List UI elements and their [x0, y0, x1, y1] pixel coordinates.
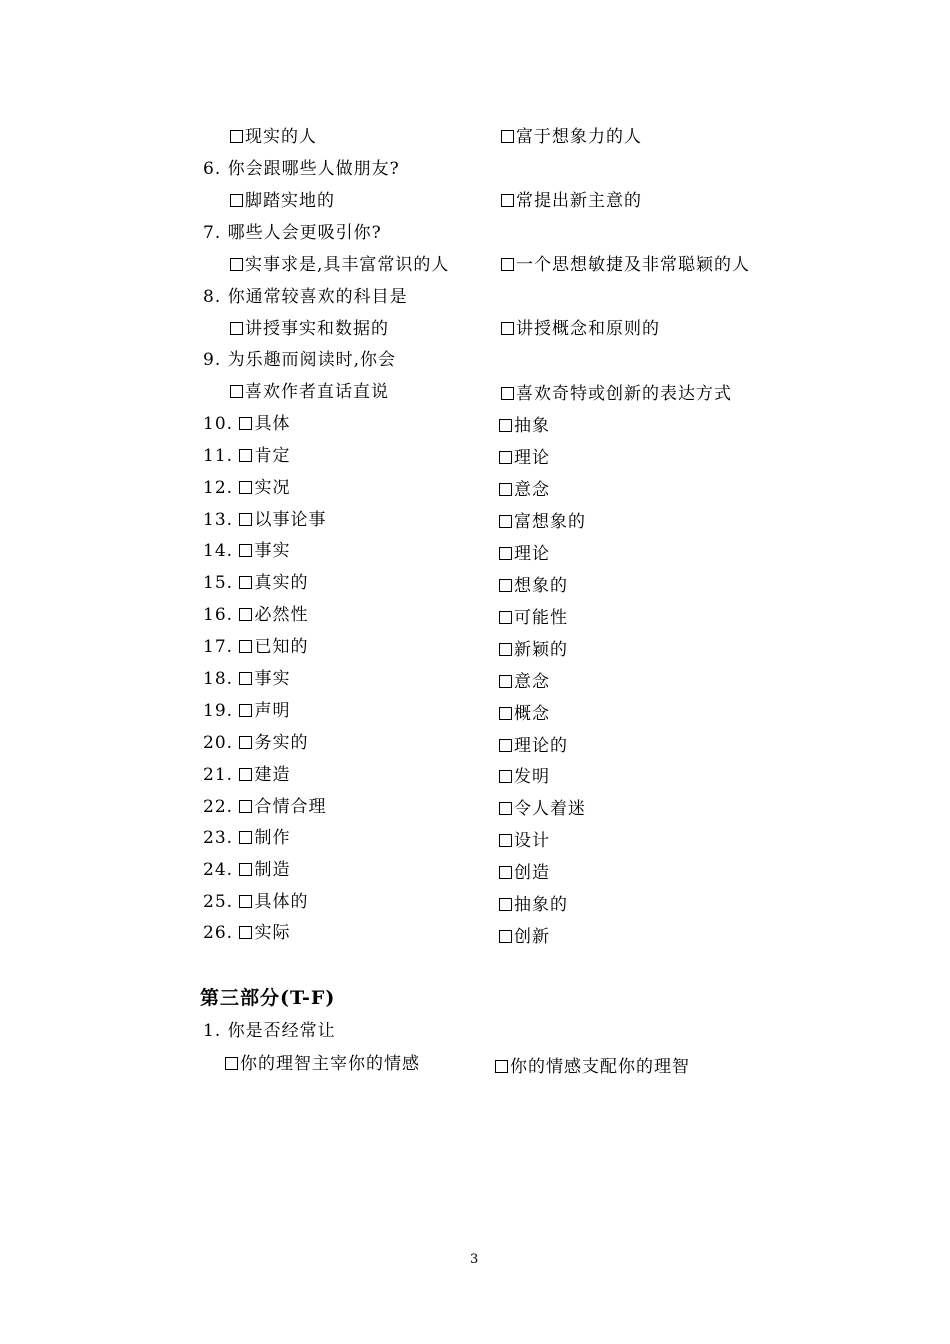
question-number: 11. [203, 446, 234, 466]
checkbox-icon[interactable] [499, 611, 512, 624]
option-left-q9[interactable] [230, 382, 389, 402]
option-text: 想象的 [514, 576, 568, 596]
section-heading: 第三部分(T-F) [200, 987, 336, 1009]
option-text: 建造 [254, 765, 291, 785]
option-text: 肯定 [254, 446, 291, 466]
question-6: 6. 你会跟哪些人做朋友? [203, 159, 400, 179]
option-left-q6[interactable] [230, 191, 335, 211]
option-right-24[interactable] [499, 863, 550, 883]
checkbox-icon[interactable] [239, 800, 252, 813]
question-number: 13. [203, 510, 234, 530]
checkbox-icon[interactable] [499, 675, 512, 688]
option-left[interactable] [239, 510, 326, 530]
question-number: 24. [203, 860, 234, 880]
option-text: 讲授事实和数据的 [245, 319, 389, 339]
option-text: 一个思想敏捷及非常聪颖的人 [516, 255, 750, 275]
checkbox-icon[interactable] [501, 194, 514, 207]
question-number: 10. [203, 414, 234, 434]
option-text: 实况 [254, 478, 291, 498]
checkbox-icon[interactable] [239, 544, 252, 557]
option-text: 意念 [514, 672, 550, 692]
option-text: 抽象 [514, 416, 550, 436]
pair-row-14 [203, 541, 290, 561]
pair-row-15 [203, 573, 308, 593]
checkbox-icon[interactable] [499, 579, 512, 592]
checkbox-icon[interactable] [239, 640, 252, 653]
checkbox-icon[interactable] [239, 926, 252, 939]
option-text: 以事论事 [254, 510, 327, 530]
option-text: 实事求是,具丰富常识的人 [245, 255, 450, 275]
option-left[interactable] [239, 414, 290, 434]
option-left[interactable] [239, 701, 290, 721]
option-left[interactable] [239, 765, 290, 785]
option-right-18[interactable] [499, 672, 550, 692]
option-left[interactable] [239, 478, 290, 498]
option-left[interactable] [239, 797, 326, 817]
checkbox-icon[interactable] [499, 451, 512, 464]
pair-row-23 [203, 828, 290, 848]
option-text: 制造 [254, 860, 291, 880]
option-right-23[interactable] [499, 831, 550, 851]
checkbox-icon[interactable] [230, 385, 243, 398]
option-right-17[interactable] [499, 640, 568, 660]
option-text: 你的情感支配你的理智 [510, 1057, 690, 1077]
option-left[interactable] [239, 446, 290, 466]
checkbox-icon[interactable] [495, 1060, 508, 1073]
option-text: 已知的 [254, 637, 309, 657]
checkbox-icon[interactable] [499, 898, 512, 911]
checkbox-icon[interactable] [239, 736, 252, 749]
pair-row-20 [203, 733, 308, 753]
option-text: 常提出新主意的 [516, 191, 642, 211]
question-number: 12. [203, 478, 234, 498]
option-right-20[interactable] [499, 736, 568, 756]
option-right-q7[interactable] [501, 255, 750, 275]
option-text: 可能性 [514, 608, 568, 628]
option-left[interactable] [239, 860, 290, 880]
option-left-q8[interactable] [230, 319, 389, 339]
question-number: 16. [203, 605, 234, 625]
option-right-q9[interactable] [501, 384, 732, 404]
option-text: 制作 [254, 828, 291, 848]
checkbox-icon[interactable] [499, 739, 512, 752]
checkbox-icon[interactable] [225, 1057, 238, 1070]
option-text: 理论 [514, 544, 550, 564]
option-text: 脚踏实地的 [245, 191, 335, 211]
checkbox-icon[interactable] [239, 768, 252, 781]
option-text: 务实的 [254, 733, 309, 753]
option-left[interactable] [239, 573, 308, 593]
pair-row-21 [203, 765, 290, 785]
question-number: 15. [203, 573, 234, 593]
checkbox-icon[interactable] [239, 576, 252, 589]
option-right-q6[interactable] [501, 191, 642, 211]
option-right-13[interactable] [499, 512, 586, 532]
checkbox-icon[interactable] [501, 387, 514, 400]
checkbox-icon[interactable] [501, 322, 514, 335]
pair-row-16 [203, 605, 308, 625]
option-text: 抽象的 [514, 895, 568, 915]
option-right-q8[interactable] [501, 319, 660, 339]
page-number: 3 [470, 1252, 479, 1267]
option-text: 真实的 [254, 573, 309, 593]
checkbox-icon[interactable] [499, 547, 512, 560]
option-text: 具体 [254, 414, 291, 434]
option-text: 富想象的 [514, 512, 586, 532]
option-text: 富于想象力的人 [516, 127, 642, 147]
question-number: 18. [203, 669, 234, 689]
checkbox-icon[interactable] [239, 672, 252, 685]
option-left[interactable] [239, 892, 308, 912]
option-text: 意念 [514, 480, 550, 500]
option-left-t1[interactable] [225, 1054, 420, 1074]
checkbox-icon[interactable] [230, 130, 243, 143]
checkbox-icon[interactable] [239, 481, 252, 494]
option-left[interactable] [239, 923, 290, 943]
option-left[interactable] [239, 637, 308, 657]
option-left[interactable] [239, 733, 308, 753]
pair-row-18 [203, 669, 290, 689]
checkbox-icon[interactable] [230, 194, 243, 207]
checkbox-icon[interactable] [239, 449, 252, 462]
option-right-q5[interactable] [501, 127, 642, 147]
option-right-22[interactable] [499, 799, 586, 819]
option-text: 实际 [254, 923, 291, 943]
pair-row-24 [203, 860, 290, 880]
option-text: 事实 [254, 541, 291, 561]
question-7: 7. 哪些人会更吸引你? [203, 223, 382, 243]
option-right-11[interactable] [499, 448, 550, 468]
question-number: 23. [203, 828, 234, 848]
option-right-10[interactable] [499, 416, 550, 436]
question-number: 17. [203, 637, 234, 657]
pair-row-13 [203, 510, 326, 530]
option-text: 概念 [514, 704, 550, 724]
pair-row-22 [203, 797, 326, 817]
checkbox-icon[interactable] [239, 863, 252, 876]
option-left-q7[interactable] [230, 255, 449, 275]
checkbox-icon[interactable] [499, 707, 512, 720]
question-8: 8. 你通常较喜欢的科目是 [203, 287, 408, 307]
checkbox-icon[interactable] [499, 483, 512, 496]
pair-row-17 [203, 637, 308, 657]
option-text: 合情合理 [254, 797, 327, 817]
checkbox-icon[interactable] [239, 831, 252, 844]
question-number: 19. [203, 701, 234, 721]
option-left[interactable] [239, 605, 308, 625]
option-right-t1[interactable] [495, 1057, 690, 1077]
option-text: 发明 [514, 767, 550, 787]
checkbox-icon[interactable] [499, 802, 512, 815]
option-text: 现实的人 [245, 127, 317, 147]
checkbox-icon[interactable] [239, 704, 252, 717]
question-number: 20. [203, 733, 234, 753]
option-text: 新颖的 [514, 640, 568, 660]
pair-row-10 [203, 414, 290, 434]
option-text: 喜欢作者直话直说 [245, 382, 389, 402]
option-text: 具体的 [254, 892, 309, 912]
option-right-21[interactable] [499, 767, 550, 787]
option-text: 理论的 [514, 736, 568, 756]
question-number: 22. [203, 797, 234, 817]
checkbox-icon[interactable] [499, 834, 512, 847]
option-left[interactable] [239, 541, 290, 561]
option-right-12[interactable] [499, 480, 550, 500]
question-number: 25. [203, 892, 234, 912]
option-left[interactable] [239, 669, 290, 689]
question-number: 14. [203, 541, 234, 561]
option-right-14[interactable] [499, 544, 550, 564]
option-text: 必然性 [254, 605, 309, 625]
checkbox-icon[interactable] [239, 417, 252, 430]
option-text: 事实 [254, 669, 291, 689]
checkbox-icon[interactable] [499, 643, 512, 656]
option-right-19[interactable] [499, 704, 550, 724]
checkbox-icon[interactable] [239, 608, 252, 621]
option-text: 喜欢奇特或创新的表达方式 [516, 384, 732, 404]
option-text: 声明 [254, 701, 291, 721]
option-right-26[interactable] [499, 927, 550, 947]
option-right-15[interactable] [499, 576, 568, 596]
question-number: 26. [203, 923, 234, 943]
checkbox-icon[interactable] [239, 513, 252, 526]
question-t1: 1. 你是否经常让 [203, 1021, 336, 1041]
checkbox-icon[interactable] [499, 930, 512, 943]
checkbox-icon[interactable] [230, 322, 243, 335]
option-text: 创造 [514, 863, 550, 883]
option-right-25[interactable] [499, 895, 568, 915]
pair-row-19 [203, 701, 290, 721]
option-text: 创新 [514, 927, 550, 947]
option-text: 理论 [514, 448, 550, 468]
pair-row-11 [203, 446, 290, 466]
question-9: 9. 为乐趣而阅读时,你会 [203, 350, 397, 370]
pair-row-25 [203, 892, 308, 912]
pair-row-26 [203, 923, 290, 943]
option-text: 讲授概念和原则的 [516, 319, 660, 339]
checkbox-icon[interactable] [230, 258, 243, 271]
checkbox-icon[interactable] [239, 895, 252, 908]
checkbox-icon[interactable] [501, 258, 514, 271]
option-text: 设计 [514, 831, 550, 851]
checkbox-icon[interactable] [499, 419, 512, 432]
pair-row-12 [203, 478, 290, 498]
option-text: 你的理智主宰你的情感 [240, 1054, 420, 1074]
option-text: 令人着迷 [514, 799, 586, 819]
option-right-16[interactable] [499, 608, 568, 628]
checkbox-icon[interactable] [499, 515, 512, 528]
option-left-q5[interactable] [230, 127, 317, 147]
question-number: 21. [203, 765, 234, 785]
checkbox-icon[interactable] [499, 770, 512, 783]
checkbox-icon[interactable] [499, 866, 512, 879]
checkbox-icon[interactable] [501, 130, 514, 143]
option-left[interactable] [239, 828, 290, 848]
